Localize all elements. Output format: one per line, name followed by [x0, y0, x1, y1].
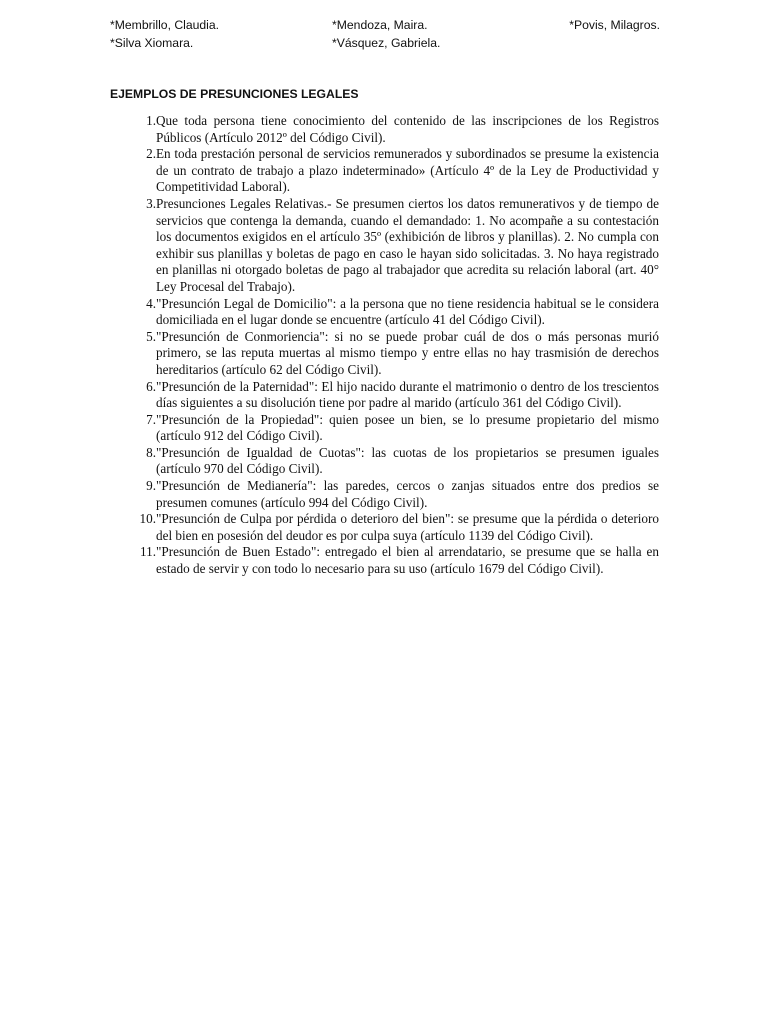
list-item-text: "Presunción Legal de Domicilio": a la persona que no tiene residencia habitual se le considera domiciliada en el lugar donde se encuentre (artículo 41 del Código Civil). [156, 295, 659, 328]
author-name: *Silva Xiomara. [110, 36, 194, 50]
author-row [110, 16, 660, 34]
list-item-text: "Presunción de la Propiedad": quien posee un bien, se lo presume propietario del mismo (artículo 912 del Código Civil). [156, 411, 659, 444]
list-number: 1. [146, 113, 156, 128]
list-number: 2. [146, 146, 156, 162]
list-item-text: "Presunción de Medianería": las paredes, cercos o zanjas situados entre dos predios se presumen comunes (artículo 994 del Código Civil). [156, 478, 659, 510]
list-item-text: Que toda persona tiene conocimiento del contenido de las inscripciones de los Registros Públicos (Artículo 2012º del Código Civil). [156, 113, 659, 145]
list-number-cell [110, 196, 156, 296]
list-number-cell [110, 113, 156, 146]
list-number: 4. [146, 295, 156, 311]
list-number-cell [110, 296, 156, 329]
author-name: *Mendoza, Maira. [332, 18, 428, 32]
list-number-cell [110, 478, 156, 511]
author-name: *Povis, Milagros. [569, 18, 660, 32]
list-number: 11. [140, 544, 156, 560]
list-number-cell [110, 544, 156, 577]
author-name: *Membrillo, Claudia. [110, 18, 220, 32]
list-item [110, 296, 659, 329]
document-title: EJEMPLOS DE PRESUNCIONES LEGALES [110, 87, 359, 101]
list-number: 6. [146, 378, 156, 394]
list-number-cell [110, 412, 156, 445]
list-item-text: "Presunción de la Paternidad": El hijo nacido durante el matrimonio o dentro de los trescientos días siguientes a su disolución tiene por padre al marido (artículo 361 del Código Civil). [156, 378, 659, 411]
list-number-cell [110, 146, 156, 196]
list-number-cell [110, 329, 156, 379]
list-item [110, 113, 659, 146]
author-list [110, 16, 660, 52]
list-number: 9. [146, 478, 156, 494]
list-item-text: En toda prestación personal de servicios remunerados y subordinados se presume la existencia de un contrato de trabajo a plazo indeterminado» (Artículo 4º de la Ley de Productividad y Competitividad Laboral). [156, 146, 659, 195]
list-item [110, 412, 659, 445]
author-name: *Vásquez, Gabriela. [332, 36, 441, 50]
list-item [110, 196, 659, 296]
list-number-cell [110, 379, 156, 412]
list-item-text: "Presunción de Conmoriencia": si no se puede probar cuál de dos o más personas murió primero, se las reputa muertas al mismo tiempo y entre ellas no hay trasmisión de derechos hereditarios (artículo 62 del Código Civil). [156, 328, 659, 377]
list-number-cell [110, 445, 156, 478]
list-item [110, 544, 659, 577]
list-number: 7. [146, 411, 156, 427]
list-number: 8. [146, 444, 156, 460]
list-number: 5. [146, 328, 156, 344]
list-number: 10. [139, 511, 156, 527]
list-item [110, 329, 659, 379]
list-item-text: "Presunción de Buen Estado": entregado el bien al arrendatario, se presume que se halla en estado de servir y con todo lo necesario para su uso (artículo 1679 del Código Civil). [156, 544, 659, 577]
list-item [110, 445, 659, 478]
list-item-text: "Presunción de Igualdad de Cuotas": las cuotas de los propietarios se presumen iguales (artículo 970 del Código Civil). [156, 444, 659, 477]
list-item [110, 478, 659, 511]
author-name-empty [560, 34, 660, 52]
list-number: 3. [146, 195, 156, 211]
presumption-list [110, 113, 659, 578]
list-item-text: Presunciones Legales Relativas.- Se presumen ciertos los datos remunerativos y de tiempo de servicios que contenga la demanda, cuando el demandado: 1. No acompañe a su contestación los documentos exigidos en el artículo 35º (exhibición de libros y planillas). 2. No cumpla con exhibir sus planillas y boletas de pago en caso le hayan sido solicitadas. 3. No haya registrado en planillas ni otorgado boletas de pago al trabajador que acredita su relación laboral (art. 40° Ley Procesal del Trabajo). [156, 195, 659, 294]
list-item [110, 146, 659, 196]
list-item [110, 511, 659, 544]
list-number-cell [110, 511, 156, 544]
list-item-text: "Presunción de Culpa por pérdida o deterioro del bien": se presume que la pérdida o deterioro del bien en posesión del deudor es por culpa suya (artículo 1139 del Código Civil). [156, 511, 659, 543]
list-item [110, 379, 659, 412]
author-row [110, 34, 660, 52]
